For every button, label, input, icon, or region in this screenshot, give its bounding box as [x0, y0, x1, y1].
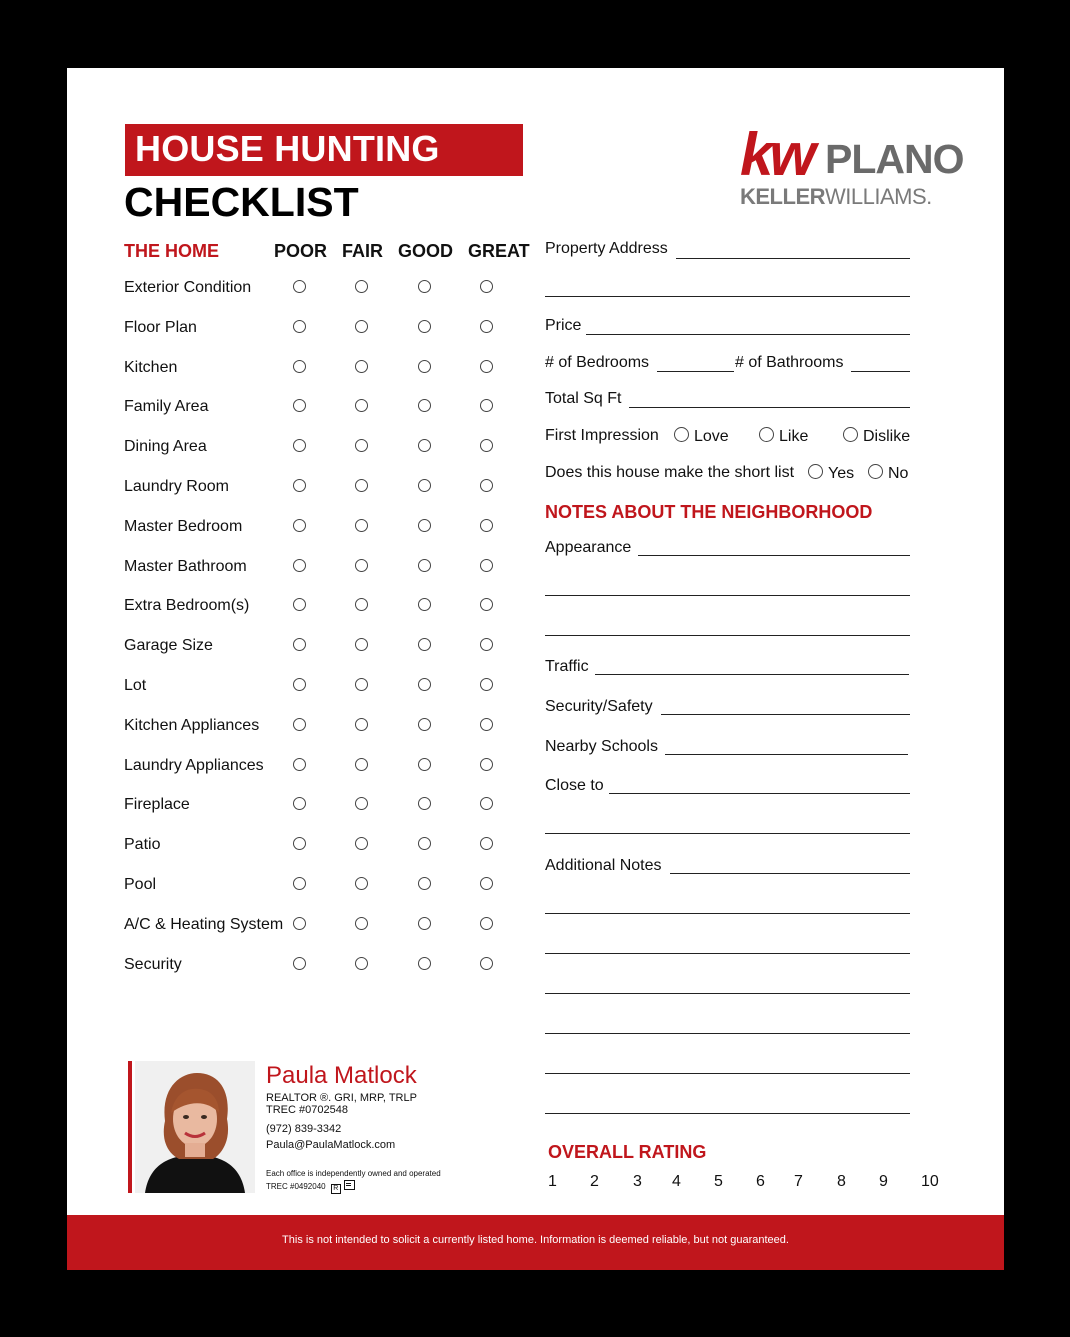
- home-row-label: Extra Bedroom(s): [124, 597, 250, 615]
- logo-plano: PLANO: [825, 136, 964, 182]
- impression-option-love[interactable]: [674, 427, 729, 446]
- like-radio[interactable]: [759, 427, 774, 442]
- rating-option[interactable]: 1: [548, 1173, 557, 1190]
- no-label: No: [888, 465, 909, 482]
- rating-radio-great[interactable]: [480, 320, 493, 333]
- rating-radio-good[interactable]: [418, 877, 431, 890]
- rating-radio-good[interactable]: [418, 758, 431, 771]
- rating-radio-poor[interactable]: [293, 718, 306, 731]
- price-line[interactable]: [586, 334, 910, 335]
- rating-radio-good[interactable]: [418, 559, 431, 572]
- rating-option[interactable]: 2: [590, 1173, 599, 1190]
- rating-radio-good[interactable]: [418, 638, 431, 651]
- column-header-fair: FAIR: [342, 241, 384, 261]
- bedrooms-label: # of Bedrooms: [545, 354, 650, 371]
- rating-radio-poor[interactable]: [293, 917, 306, 930]
- rating-radio-poor[interactable]: [293, 399, 306, 412]
- notes-line-5[interactable]: [545, 1033, 910, 1034]
- rating-option[interactable]: 9: [879, 1173, 888, 1190]
- close-to-label: Close to: [545, 777, 604, 794]
- kw-logo-mark: kw: [740, 121, 813, 188]
- rating-radio-good[interactable]: [418, 439, 431, 452]
- rating-radio-great[interactable]: [480, 638, 493, 651]
- appearance-line-1[interactable]: [638, 555, 910, 556]
- dislike-label: Dislike: [863, 428, 911, 445]
- rating-radio-great[interactable]: [480, 917, 493, 930]
- home-row-label: Dining Area: [124, 438, 207, 456]
- realtor-icon: R: [331, 1184, 341, 1194]
- column-header-poor: POOR: [274, 241, 328, 261]
- rating-radio-fair[interactable]: [355, 519, 368, 532]
- close-to-line-1[interactable]: [609, 793, 910, 794]
- office-trec-text: TREC #0492040: [266, 1182, 326, 1191]
- rating-radio-fair[interactable]: [355, 718, 368, 731]
- rating-radio-fair[interactable]: [355, 598, 368, 611]
- rating-radio-fair[interactable]: [355, 837, 368, 850]
- rating-option[interactable]: 10: [921, 1173, 939, 1190]
- home-row-label: Master Bedroom: [124, 517, 243, 535]
- rating-radio-poor[interactable]: [293, 598, 306, 611]
- rating-radio-great[interactable]: [480, 718, 493, 731]
- rating-radio-great[interactable]: [480, 837, 493, 850]
- rating-radio-great[interactable]: [480, 678, 493, 691]
- home-row-label: Laundry Room: [124, 478, 229, 495]
- agent-accent-bar: [128, 1061, 132, 1193]
- rating-radio-good[interactable]: [418, 957, 431, 970]
- home-row-label: Master Bathroom: [124, 557, 247, 575]
- home-row-label: Exterior Condition: [124, 279, 252, 296]
- rating-radio-good[interactable]: [418, 479, 431, 492]
- nearby-schools-label: Nearby Schools: [545, 738, 658, 755]
- rating-radio-fair[interactable]: [355, 957, 368, 970]
- rating-radio-poor[interactable]: [293, 519, 306, 532]
- bathrooms-label: # of Bathrooms: [735, 354, 844, 371]
- rating-radio-good[interactable]: [418, 399, 431, 412]
- bedrooms-line[interactable]: [657, 371, 734, 372]
- rating-radio-poor[interactable]: [293, 360, 306, 373]
- rating-radio-poor[interactable]: [293, 320, 306, 333]
- rating-radio-fair[interactable]: [355, 678, 368, 691]
- yes-label: Yes: [828, 465, 855, 482]
- like-label: Like: [779, 428, 809, 445]
- impression-option-like[interactable]: [759, 427, 808, 446]
- rating-radio-great[interactable]: [480, 758, 493, 771]
- additional-notes-label: Additional Notes: [545, 857, 662, 874]
- notes-line-2[interactable]: [545, 913, 910, 914]
- home-row-label: Lot: [124, 677, 147, 694]
- rating-radio-great[interactable]: [480, 360, 493, 373]
- rating-radio-good[interactable]: [418, 917, 431, 930]
- rating-option[interactable]: 4: [672, 1173, 681, 1190]
- property-address-label: Property Address: [545, 240, 668, 257]
- rating-option[interactable]: 5: [714, 1173, 723, 1190]
- home-row-label: Security: [124, 955, 182, 973]
- rating-radio-good[interactable]: [418, 837, 431, 850]
- title-line1: HOUSE HUNTING: [135, 128, 440, 169]
- home-row-label: Kitchen: [124, 358, 178, 376]
- rating-radio-good[interactable]: [418, 280, 431, 293]
- home-row-label: Family Area: [124, 398, 209, 416]
- logo-williams: WILLIAMS.: [825, 184, 932, 209]
- logo-kellerwilliams: [740, 184, 932, 210]
- notes-line-6[interactable]: [545, 1073, 910, 1074]
- shortlist-option-yes[interactable]: [808, 464, 854, 483]
- agent-trec: TREC #0702548: [266, 1104, 348, 1116]
- home-row-label: Laundry Appliances: [124, 756, 264, 774]
- rating-option[interactable]: 8: [837, 1173, 846, 1190]
- traffic-line[interactable]: [595, 674, 909, 675]
- footer-disclaimer: This is not intended to solicit a currently listed home. Information is deemed reliable, but not guaranteed.: [282, 1234, 789, 1246]
- nearby-schools-line[interactable]: [665, 754, 908, 755]
- appearance-label: Appearance: [545, 539, 632, 556]
- rating-radio-fair[interactable]: [355, 797, 368, 810]
- rating-radio-poor[interactable]: [293, 797, 306, 810]
- home-row-label: A/C & Heating System: [124, 915, 284, 933]
- rating-radio-great[interactable]: [480, 280, 493, 293]
- rating-radio-fair[interactable]: [355, 280, 368, 293]
- column-header-great: GREAT: [468, 241, 530, 261]
- rating-radio-great[interactable]: [480, 797, 493, 810]
- rating-radio-great[interactable]: [480, 598, 493, 611]
- rating-radio-fair[interactable]: [355, 917, 368, 930]
- home-row-label: Pool: [124, 876, 157, 893]
- home-section-title: THE HOME: [124, 241, 220, 261]
- agent-email[interactable]: Paula@PaulaMatlock.com: [266, 1139, 396, 1151]
- home-row-label: Floor Plan: [124, 318, 197, 336]
- office-trec: [266, 1180, 355, 1194]
- rating-radio-fair[interactable]: [355, 758, 368, 771]
- property-address-line-1[interactable]: [676, 258, 910, 259]
- rating-radio-poor[interactable]: [293, 837, 306, 850]
- rating-radio-poor[interactable]: [293, 638, 306, 651]
- appearance-line-2[interactable]: [545, 595, 910, 596]
- bathrooms-line[interactable]: [851, 371, 910, 372]
- traffic-label: Traffic: [545, 658, 589, 675]
- notes-line-1[interactable]: [670, 873, 910, 874]
- rating-radio-fair[interactable]: [355, 320, 368, 333]
- agent-phone[interactable]: (972) 839-3342: [266, 1123, 342, 1135]
- rating-radio-poor[interactable]: [293, 957, 306, 970]
- rating-radio-great[interactable]: [480, 559, 493, 572]
- home-row-label: Patio: [124, 836, 161, 854]
- office-note: Each office is independently owned and operated: [266, 1169, 441, 1178]
- close-to-line-2[interactable]: [545, 833, 910, 834]
- rating-option[interactable]: 6: [756, 1173, 765, 1190]
- rating-radio-good[interactable]: [418, 519, 431, 532]
- rating-radio-fair[interactable]: [355, 877, 368, 890]
- rating-radio-good[interactable]: [418, 360, 431, 373]
- rating-radio-great[interactable]: [480, 439, 493, 452]
- equal-housing-icon: [344, 1180, 355, 1190]
- rating-radio-good[interactable]: [418, 678, 431, 691]
- notes-line-3[interactable]: [545, 953, 910, 954]
- home-row-label: Fireplace: [124, 796, 190, 814]
- home-row-label: Garage Size: [124, 637, 213, 655]
- rating-radio-good[interactable]: [418, 320, 431, 333]
- agent-portrait-image: [135, 1061, 255, 1193]
- sqft-label: Total Sq Ft: [545, 390, 622, 407]
- rating-radio-fair[interactable]: [355, 559, 368, 572]
- home-row-label: Kitchen Appliances: [124, 716, 260, 734]
- column-header-good: GOOD: [398, 241, 454, 261]
- price-label: Price: [545, 317, 582, 334]
- overall-rating-title: OVERALL RATING: [548, 1142, 707, 1162]
- rating-radio-poor[interactable]: [293, 280, 306, 293]
- notes-line-7[interactable]: [545, 1113, 910, 1114]
- rating-radio-good[interactable]: [418, 598, 431, 611]
- no-radio[interactable]: [868, 464, 883, 479]
- rating-radio-great[interactable]: [480, 519, 493, 532]
- love-label: Love: [694, 428, 729, 445]
- agent-credentials: REALTOR ®. GRI, MRP, TRLP: [266, 1092, 417, 1104]
- neighborhood-section-title: NOTES ABOUT THE NEIGHBORHOOD: [545, 502, 873, 522]
- rating-radio-fair[interactable]: [355, 439, 368, 452]
- agent-photo: [135, 1061, 255, 1193]
- rating-option[interactable]: 3: [633, 1173, 642, 1190]
- property-address-line-2[interactable]: [545, 296, 910, 297]
- rating-option[interactable]: 7: [794, 1173, 803, 1190]
- rating-radio-fair[interactable]: [355, 399, 368, 412]
- rating-radio-great[interactable]: [480, 399, 493, 412]
- love-radio[interactable]: [674, 427, 689, 442]
- logo-keller: KELLER: [740, 184, 825, 209]
- shortlist-option-no[interactable]: [868, 464, 908, 483]
- agent-name: Paula Matlock: [266, 1062, 417, 1089]
- title-line2: CHECKLIST: [124, 179, 359, 225]
- appearance-line-3[interactable]: [545, 635, 910, 636]
- rating-radio-poor[interactable]: [293, 479, 306, 492]
- rating-radio-poor[interactable]: [293, 758, 306, 771]
- rating-radio-poor[interactable]: [293, 559, 306, 572]
- checklist-page: [67, 68, 1004, 1270]
- security-safety-line[interactable]: [661, 714, 910, 715]
- impression-option-dislike[interactable]: [843, 427, 910, 446]
- rating-radio-poor[interactable]: [293, 439, 306, 452]
- first-impression-label: First Impression: [545, 427, 659, 444]
- rating-radio-great[interactable]: [480, 479, 493, 492]
- security-safety-label: Security/Safety: [545, 698, 653, 715]
- rating-radio-fair[interactable]: [355, 479, 368, 492]
- rating-radio-great[interactable]: [480, 957, 493, 970]
- sqft-line[interactable]: [629, 407, 910, 408]
- rating-radio-good[interactable]: [418, 718, 431, 731]
- notes-line-4[interactable]: [545, 993, 910, 994]
- rating-radio-poor[interactable]: [293, 877, 306, 890]
- rating-radio-fair[interactable]: [355, 638, 368, 651]
- dislike-radio[interactable]: [843, 427, 858, 442]
- rating-radio-good[interactable]: [418, 797, 431, 810]
- rating-radio-fair[interactable]: [355, 360, 368, 373]
- rating-radio-poor[interactable]: [293, 678, 306, 691]
- shortlist-label: Does this house make the short list: [545, 464, 795, 481]
- rating-radio-great[interactable]: [480, 877, 493, 890]
- yes-radio[interactable]: [808, 464, 823, 479]
